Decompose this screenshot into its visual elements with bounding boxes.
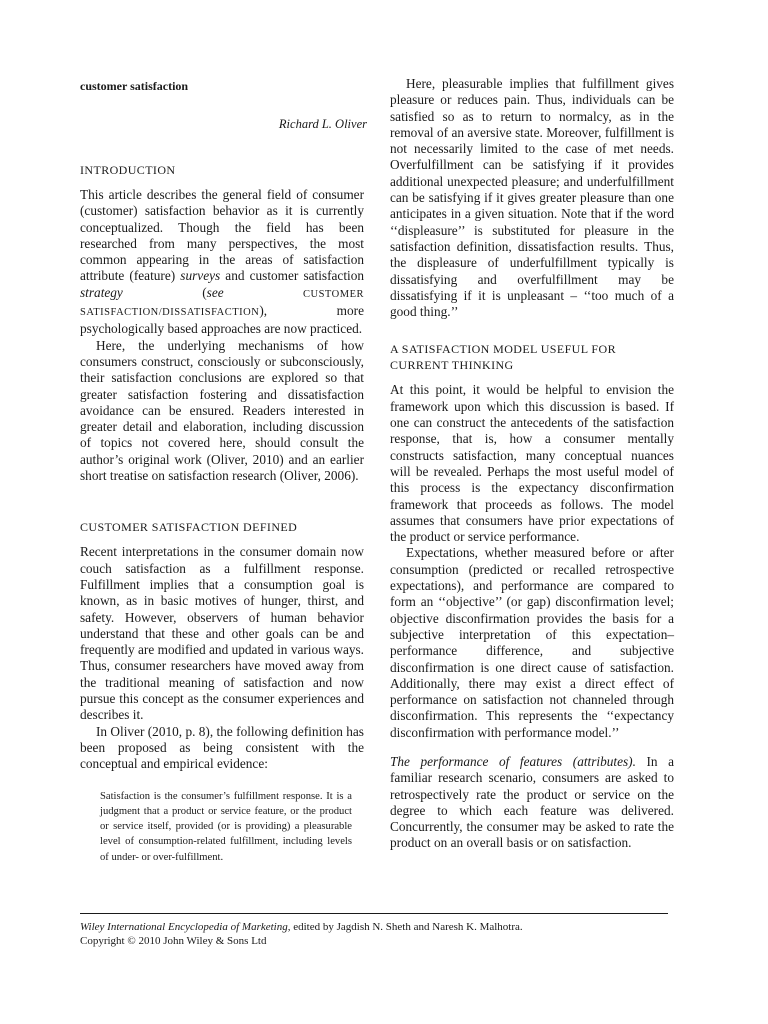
run-in-heading: The performance of features (attributes). (390, 753, 636, 769)
right-column (390, 74, 674, 852)
entry-title: customer satisfaction (80, 79, 189, 93)
block-quote: Satisfaction is the consumer’s fulfillment response. It is a judgment that a product or service feature, or the product or service itself, provided (or is providing) a pleasurable level of consumption-related fulfillment, including levels of under- or over-fulfillment. (100, 790, 352, 863)
left-column (80, 74, 367, 865)
paragraph: Expectations, whether measured before or after consumption (predicted or recalled retrospective expectations), and performance are compared to form an ‘‘objective’’ (or gap) disconfirmation level; objective disconfirmation provides the basis for a subjective interpretation of this expectation–performance difference, and subjective disconfirmation is one direct cause of satisfaction. Additionally, there may exist a direct effect of performance on satisfaction not channeled through disconfirmation. This represents the ‘‘expectancy disconfirmation with performance model.’’ (390, 545, 674, 740)
footer (80, 913, 668, 948)
author-name: Richard L. Oliver (278, 117, 367, 131)
footer-line-2: Copyright © 2010 John Wiley & Sons Ltd (80, 935, 267, 947)
section-heading-introduction: INTRODUCTION (80, 163, 176, 177)
paragraph: The performance of features (attributes). In a familiar research scenario, consumers are asked to retrospectively rate the product or service on the degree to which each feature was delivered. Concurrently, the consumer may be asked to rate the product on an overall basis or on satisfaction. (390, 753, 674, 851)
cross-reference: CUSTOMER SATISFACTION/DISSATISFACTION (80, 288, 364, 319)
paragraph: Here, pleasurable implies that fulfillment gives pleasure or reduces pain. Thus, individuals can be satisfied so as to return to normalcy, as in the removal of an aversive state. Moreover, fulfillment is not necessarily limited to the case of met needs. Overfulfillment can be satisfying if it provides additional unexpected pleasure; and underfulfillment can be satisfying if it gives greater pleasure than one anticipates in a given situation. Note that if the word ‘‘displeasure’’ is substituted for pleasure in the satisfaction definition, dissatisfaction results. Thus, the displeasure of underfulfillment typically is dissatisfying and overfulfillment may be dissatisfying if it is unpleasant – ‘‘too much of a good thing.’’ (390, 76, 674, 320)
section-heading-model-line1: A SATISFACTION MODEL USEFUL FOR (390, 342, 616, 357)
paragraph: This article describes the general field of consumer (customer) satisfaction behavior as it is currently conceptualized. Though the field has been researched from many perspectives, the most common appearing in the areas of satisfaction attribute (feature) surveys and customer satisfaction strategy (see CUSTOMER SATISFACTION/DISSATISFACTION), more psychologically based approaches are now practiced. (80, 187, 365, 337)
section-heading-defined: CUSTOMER SATISFACTION DEFINED (80, 520, 298, 535)
paragraph: Here, the underlying mechanisms of how consumers construct, consciously or subconsciously, their satisfaction conclusions are explored so that greater satisfaction fostering and dissatisfaction avoidance can be ensured. Readers interested in greater detail and elaboration, including discussion of topics not covered here, should consult the author’s original work (Oliver, 2010) and an earlier short treatise on satisfaction research (Oliver, 2006). (80, 337, 364, 484)
paragraph: At this point, it would be helpful to envision the framework upon which this discussion is based. If one can construct the antecedents of the satisfaction response, that is, how a consumer mentally constructs satisfaction, many conceptual nuances will be revealed. Perhaps the most useful model of this process is the expectancy disconfirmation framework that proceeds as follows. The model assumes that consumers have prior expectations of the product or service performance. (390, 382, 674, 545)
paragraph: In Oliver (2010, p. 8), the following definition has been proposed as being consistent with the conceptual and empirical evidence: (80, 723, 364, 772)
paragraph: Recent interpretations in the consumer domain now couch satisfaction as a fulfillment response. Fulfillment implies that a consumption goal is known, as in basic motives of hunger, thirst, and safety. However, observers of human behavior understand that these and other goals can be and frequently are modified and updated in various ways. Thus, consumer researchers have moved away from the traditional meaning of satisfaction and now pursue this concept as the consumer experiences and describes it. (80, 544, 364, 723)
footer-line-1: Wiley International Encyclopedia of Marketing, edited by Jagdish N. Sheth and Naresh K. Malhotra. (80, 921, 523, 933)
section-heading-model-line2: CURRENT THINKING (390, 358, 514, 373)
